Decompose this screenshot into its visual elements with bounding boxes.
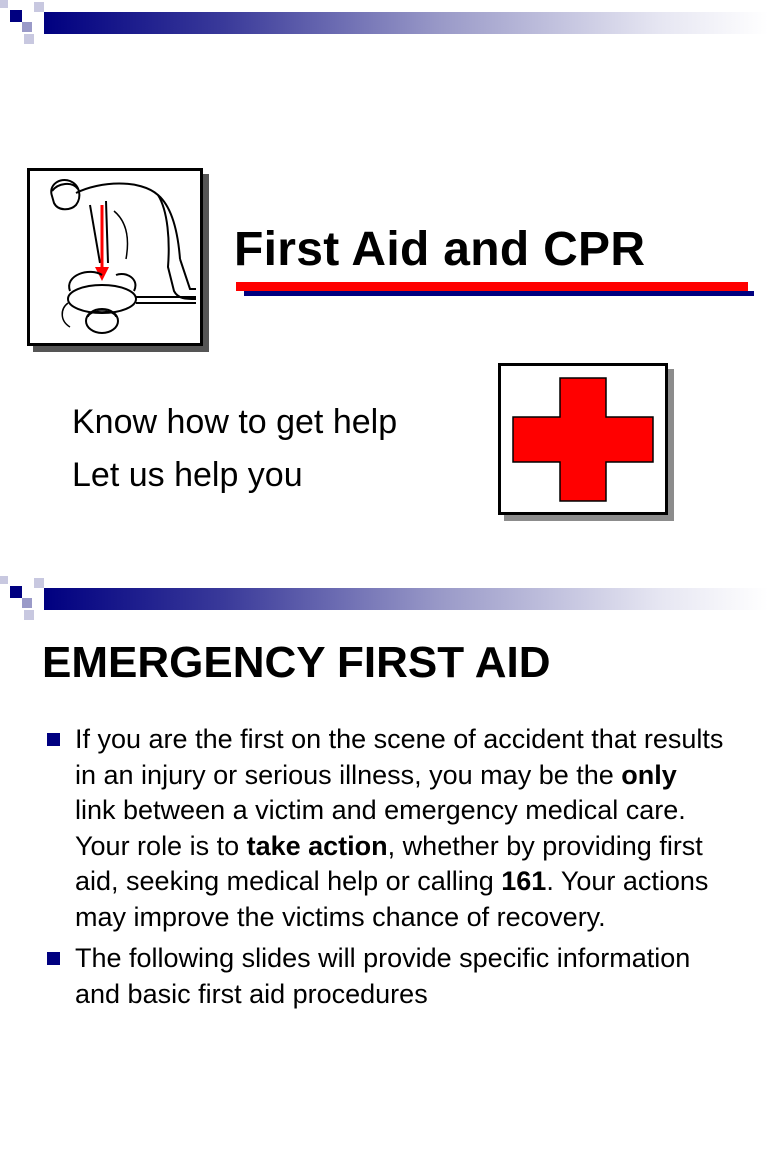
title-underline-navy: [244, 291, 754, 296]
red-cross-icon: [501, 366, 665, 512]
bullet-square-icon: [47, 733, 60, 746]
bullet-text: The following slides will provide specific information and basic first aid procedures: [75, 943, 691, 1009]
red-cross-image: [498, 363, 668, 515]
header-band: [0, 0, 768, 48]
slide-title: EMERGENCY FIRST AID: [42, 638, 551, 687]
title-underline-red: [236, 282, 748, 291]
bullet-text: If you are the first on the scene of accident that results in an injury or serious illness, you may be the only link between a victim and emergency medical care. Your role is to take action, whether by providing first aid, seeking medical help or calling 161. Your actions may improve the victims chance of recovery.: [75, 724, 724, 932]
subtitle-line-2: Let us help you: [72, 456, 303, 494]
slide-title: First Aid and CPR: [234, 223, 646, 276]
list-item: [44, 722, 724, 935]
bullet-square-icon: [47, 952, 60, 965]
slide-2: [0, 576, 768, 1152]
header-gradient-bar: [44, 12, 768, 34]
list-item: [44, 941, 724, 1012]
bullet-list: [44, 722, 724, 1018]
subtitle-line-1: Know how to get help: [72, 403, 398, 441]
header-gradient-bar: [44, 588, 768, 610]
header-band: [0, 576, 768, 624]
cpr-illustration: [27, 168, 203, 346]
cpr-illustration-icon: [30, 171, 200, 343]
